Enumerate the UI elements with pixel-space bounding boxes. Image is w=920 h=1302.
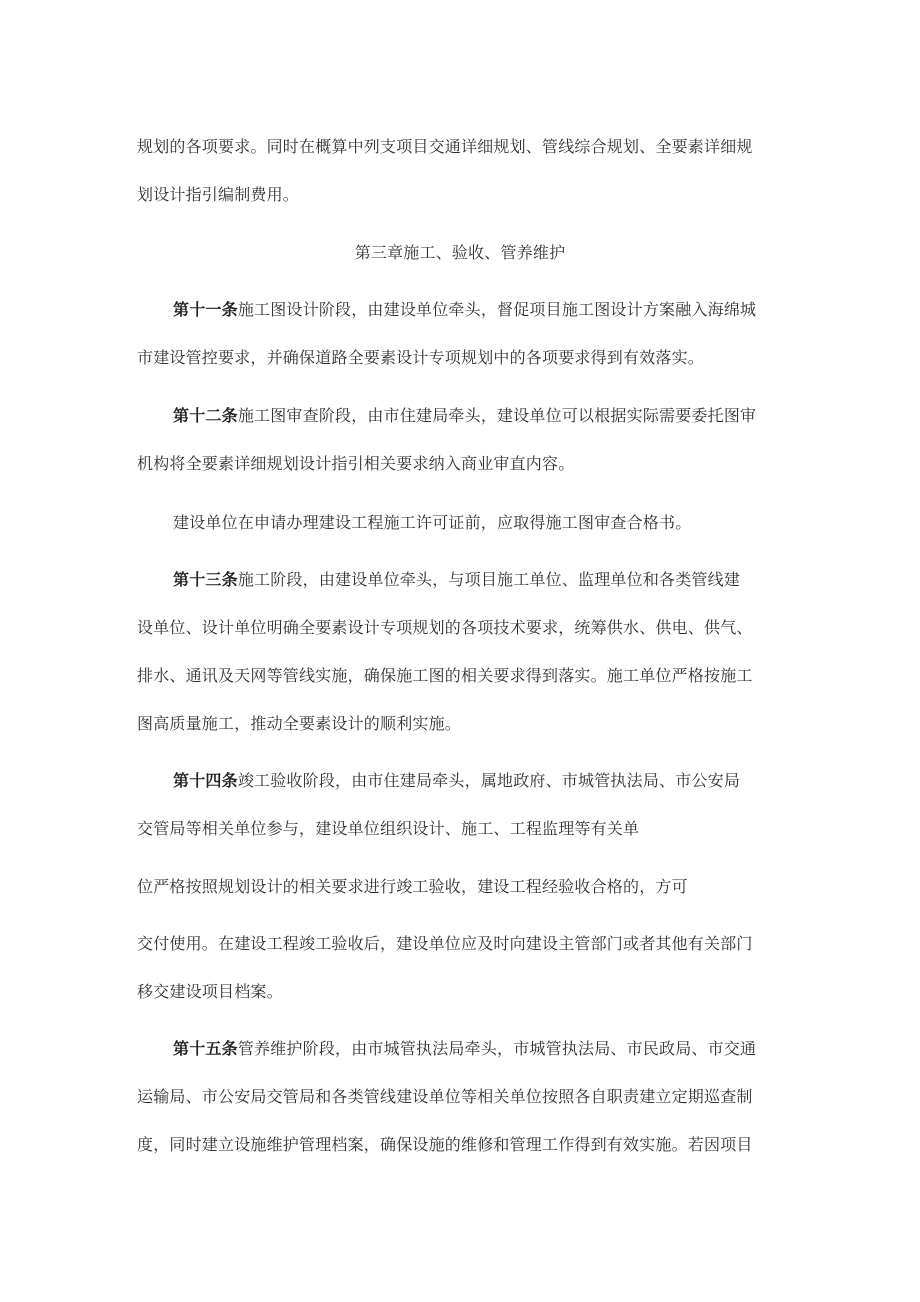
- article-13-line-2: 设单位、设计单位明确全要素设计专项规划的各项技术要求，统筹供水、供电、供气、: [137, 618, 753, 637]
- article-13-first-line: [173, 570, 740, 590]
- article-11-line-2: 市建设管控要求，并确保道路全要素设计专项规划中的各项要求得到有效落实。: [137, 348, 705, 367]
- article-12-label: 第十二条: [173, 406, 238, 425]
- article-15-line-2: 运输局、市公安局交管局和各类管线建设单位等相关单位按照各自职责建立定期巡查制: [137, 1087, 753, 1106]
- chapter-title: 第三章施工、验收、管养维护: [354, 243, 566, 262]
- article-14-text-1: 竣工验收阶段，由市住建局牵头，属地政府、市城管执法局、市公安局: [237, 771, 741, 790]
- article-12-paragraph-2: 建设单位在申请办理建设工程施工许可证前，应取得施工图审查合格书。: [173, 513, 692, 532]
- article-14-label: 第十四条: [173, 771, 238, 790]
- article-13-line-4: 图高质量施工，推动全要素设计的顺利实施。: [137, 714, 462, 733]
- article-15-first-line: [173, 1039, 756, 1059]
- article-11-text-1: 施工图设计阶段，由建设单位牵头，督促项目施工图设计方案融入海绵城: [237, 300, 757, 319]
- article-13-label: 第十三条: [173, 570, 238, 589]
- article-15-text-1: 管养维护阶段，由市城管执法局牵头，市城管执法局、市民政局、市交通: [237, 1039, 757, 1058]
- article-11-first-line: [173, 300, 756, 320]
- article-15-label: 第十五条: [173, 1039, 238, 1058]
- article-11-label: 第十一条: [173, 300, 238, 319]
- article-12-first-line: [173, 406, 756, 426]
- article-14-line-5: 移交建设项目档案。: [137, 982, 283, 1001]
- article-13-line-3: 排水、通讯及天网等管线实施，确保施工图的相关要求得到落实。施工单位严格按施工: [137, 666, 753, 685]
- article-12-text-1: 施工图审查阶段，由市住建局牵头，建设单位可以根据实际需要委托图审: [237, 406, 757, 425]
- article-14-line-3: 位严格按照规划设计的相关要求进行竣工验收，建设工程经验收合格的，方可: [137, 877, 688, 896]
- intro-line-1: 规划的各项要求。同时在概算中列支项目交通详细规划、管线综合规划、全要素详细规: [137, 137, 753, 156]
- article-14-first-line: [173, 771, 740, 791]
- article-14-line-4: 交付使用。在建设工程竣工验收后，建设单位应及时向建设主管部门或者其他有关部门: [137, 934, 753, 953]
- article-14-line-2: 交管局等相关单位参与，建设单位组织设计、施工、工程监理等有关单: [137, 819, 640, 838]
- article-12-line-2: 机构将全要素详细规划设计指引相关要求纳入商业审直内容。: [137, 454, 575, 473]
- article-13-text-1: 施工阶段，由建设单位牵头，与项目施工单位、监理单位和各类管线建: [237, 570, 741, 589]
- intro-line-2: 划设计指引编制费用。: [137, 185, 300, 204]
- article-15-line-3: 度，同时建立设施维护管理档案，确保设施的维修和管理工作得到有效实施。若因项目: [137, 1135, 753, 1154]
